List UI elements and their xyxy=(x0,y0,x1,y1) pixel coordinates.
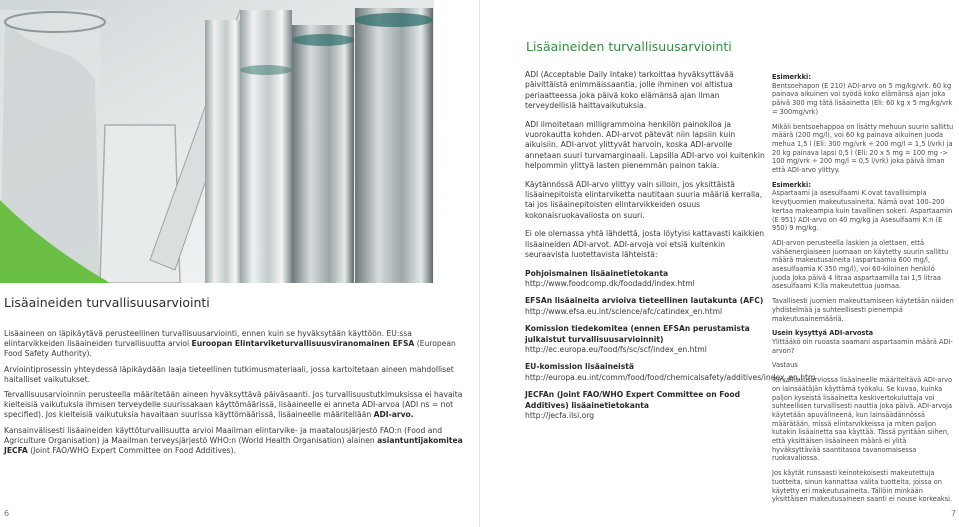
jecfa-name: asiantuntijakomitea JECFA xyxy=(4,435,463,456)
right-page-title: Lisäaineiden turvallisuusarviointi xyxy=(526,39,732,54)
faq-block xyxy=(772,329,955,355)
process-paragraph: Arviointiprosessin yhteydessä läpikäydään laaja tieteellinen tutkimusmateriaali, jossa kartoitetaan aineen mahdolliset haitalliset vaikutukset. xyxy=(4,364,454,384)
jecfa-text-end: (Joint FAO/WHO Expert Committee on Food Additives). xyxy=(27,446,236,456)
intro-text: Lisäaineen on läpikäytävä perusteellinen turvallisuusarviointi, ennen kuin se hyväksytään käyttöön. EU:ssa elintarvikkeiden lisäaineiden turvallisuutta arvioi xyxy=(4,329,412,349)
adi-term: ADI-arvo. xyxy=(373,410,414,420)
sweetener-calculation: ADI-arvon perusteella laskien ja olettaen, että vähäenergiaiseen juomaan on käytetty suurin sallittu määrä makeutusaineita (aspartaamia 600 mg/l, asesulfaamia K 350 mg/l), voi 60-kiloinen henkilö juoda joka päivä 4 litraa aspartaamilla tai 1,5 litraa asesulfaami K:lla makeutettua juomaa. xyxy=(772,238,949,291)
example-text: Aspartaami ja asesulfaami K ovat tavallisimpia kevytjuomien makeutusaineita. Nämä ovat 100–200 kertaa makeampia kuin tavallinen sokeri. Aspartaamin (E 951) ADI-arvo on 40 mg/kg ja Asesulfaami K:n (E 950) 9 mg/kg. xyxy=(772,189,953,233)
adi-text: Tervallisuusarvioinnin perusteella määritetään aineen hyväksyttävä päiväsaanti. Jos turvallisuustutkimuksissa ei havaita kielteisiä vaikutuksia ihmisen terveydelle suurissakaan käyttömäärissä, lisäaineelle ei anneta ADI-arvoa (ADI ns = not specified). Jos kielteisiä vaikutuksia havaitaan suurissa käyttömäärissä, lisäaineelle määritellään xyxy=(4,390,463,420)
efsa-name: Euroopan Elintarviketurvallisuusviranomainen EFSA xyxy=(191,339,415,349)
faq-heading: Usein kysyttyä ADI-arvosta xyxy=(772,329,874,338)
adi-sources-intro: Ei ole olemassa yhtä lähdettä, josta löytyisi kattavasti kaikkien lisäaineiden ADI-arvot. ADI-arvoja voi etsiä kuitenkin seuraavista luotettavista lähteistä: xyxy=(525,229,765,260)
faq-answer-1: Turvallisuusarviossa lisäaineelle määriteltävä ADI-arvo on lainsäätäjän käyttämä työkalu. Se kuvaa, kuinka paljon kyseistä lisäainetta keskivertokuluttaja voi suhteellisen turvallisesti nauttia joka päivä. ADI-arvoja käytetään apuvälineenä, kun lainsäädännössä määrätään, missä elintarvikkeissa ja miten paljon kutakin lisäainetta saa käyttää. Tässä pyritään siihen, että yksittäisen lisäaineen määrä ei ylitä hyväksyttävää saantitasoa tavanomaisessa ruokavaliossa. xyxy=(772,376,953,463)
faq-question: Ylittääkö oin ruoasta saamani aspartaamin määrä ADI-arvon? xyxy=(772,337,953,355)
reference-title: EU-komission lisäaineistä xyxy=(525,362,635,372)
reference-title: Pohjoismainen lisäainetietokanta xyxy=(525,268,669,278)
juice-calculation: Mikäli bentsoehappoa on lisätty mehuun suurin sallittu määrä (200 mg/l), voi 60 kg painava aikuinen juoda mehua 1,5 l (Eli: 300 mg/vrk ÷ 200 mg/l = 1,5 l/vrk) ja 20 kg painava lapsi 0,5 l (Eli: 20 x 5 mg = 100 mg -> 100 mg/vrk ÷ 200 mg/l = 0,5 l/vrk) joka päivä ilman että ADI-arvo ylittyy. xyxy=(772,122,954,175)
example-sweeteners xyxy=(772,181,955,233)
reference-item xyxy=(525,324,765,355)
adi-exceeding: Käytännössä ADI-arvo ylittyy vain silloin, jos yksittäistä lisäainepitoista elintarviketta nautitaan suuria määriä kerralla, tai jos lisäainepitoisten elintarvikkeiden osuus kokonaisruokavaliosta on suuri. xyxy=(525,179,763,220)
reference-title: JECFAn (Joint FAO/WHO Expert Committee on Food Additives) lisäainetietokanta xyxy=(525,390,741,410)
sweetener-combination: Tavallisesti juomien makeuttamiseen käytetään näiden yhdistelmää ja suhteellisesti pienempiä makeutusainemääriä. xyxy=(772,297,954,323)
jecfa-text: Kansainvälisesti lisäaineiden käyttöturvallisuutta arvioi Maailman elintarvike- ja maatalousjärjestö FAO:n (Food and Agriculture Organisation) ja Maailman terveysjärjestö WHO:n (World Health Organisation) alainen xyxy=(4,425,443,445)
left-body-text xyxy=(4,329,472,461)
reference-title: Komission tiedekomitea (ennen EFSAn perustamista julkaistut turvallisuusarvioinnit) xyxy=(525,324,750,344)
reference-link[interactable]: http://jecfa.ilsi.org xyxy=(525,410,595,420)
reference-link[interactable]: http://europa.eu.int/comm/food/food/chemicalsafety/additives/index_en.htm xyxy=(525,372,816,382)
reference-item xyxy=(525,390,765,421)
adi-units: ADI ilmoitetaan milligrammoina henkilön painokiloa ja vuorokautta kohden. ADI-arvot pätevät niin lapsiin kuin aikuisiin. ADI-arvot ylittyvät harvoin, koska ADI-arvolle annetaan suuri turvamarginaali. Lapsilla ADI-arvo voi kuitenkin helpommin ylittyä lasten pienemmän painon takia. xyxy=(525,119,765,171)
side-column xyxy=(772,73,955,510)
page-number-left: 6 xyxy=(4,509,10,518)
left-page xyxy=(0,0,479,527)
faq-answer-2: Jos käytät runsaasti keinotekoisesti makeutettuja tuotteita, sinun kannattaa valita tuotteita, joissa on käytetty eri makeutusaineita. Tällöin minkään yksittäisen makeutusaineen saanti ei nouse korkeaksi. xyxy=(772,469,953,504)
faq-answer-label: Vastaus xyxy=(772,361,798,370)
example-benzoic xyxy=(772,73,955,117)
intro-text-end: (European Food Safety Authority). xyxy=(4,339,456,359)
left-page-title: Lisäaineiden turvallisuusarviointi xyxy=(4,295,210,310)
reference-link[interactable]: http://www.efsa.eu.int/science/afc/catindex_en.html xyxy=(525,306,723,316)
adi-paragraph xyxy=(4,390,472,421)
right-page xyxy=(480,0,959,527)
example-text: Bentsoehapon (E 210) ADI-arvo on 5 mg/kg/vrk. 60 kg painava aikuinen voi syödä koko elämänsä ajan joka päivä 300 mg tätä lisäainetta (Eli: 60 kg x 5 mg/kg/vrk = 300mg/vrk) xyxy=(772,81,953,116)
test-tubes-illustration xyxy=(0,0,479,283)
reference-link[interactable]: http://www.foodcomp.dk/foodadd/index.html xyxy=(525,278,695,288)
reference-item xyxy=(525,296,765,317)
reference-item xyxy=(525,269,765,290)
intro-paragraph xyxy=(4,329,472,360)
example-heading: Esimerkki: xyxy=(772,180,811,189)
reference-title: EFSAn lisäaineita arvioiva tieteellinen lautakunta (AFC) xyxy=(525,296,764,306)
example-heading: Esimerkki: xyxy=(772,73,811,81)
test-tubes-photo xyxy=(0,0,479,283)
jecfa-paragraph xyxy=(4,426,472,457)
page-number-right: 7 xyxy=(951,509,957,518)
adi-definition: ADI (Acceptable Daily Intake) tarkoittaa hyväksyttävää päivittäistä enimmäissaantia, jolle ihminen voi altistua periaatteessa joka päivä koko elämänsä ajan ilman terveydellisiä haittavaikutuksia. xyxy=(525,70,734,111)
reference-link[interactable]: http://ec.europa.eu/food/fs/sc/scf/index_en.html xyxy=(525,344,707,354)
